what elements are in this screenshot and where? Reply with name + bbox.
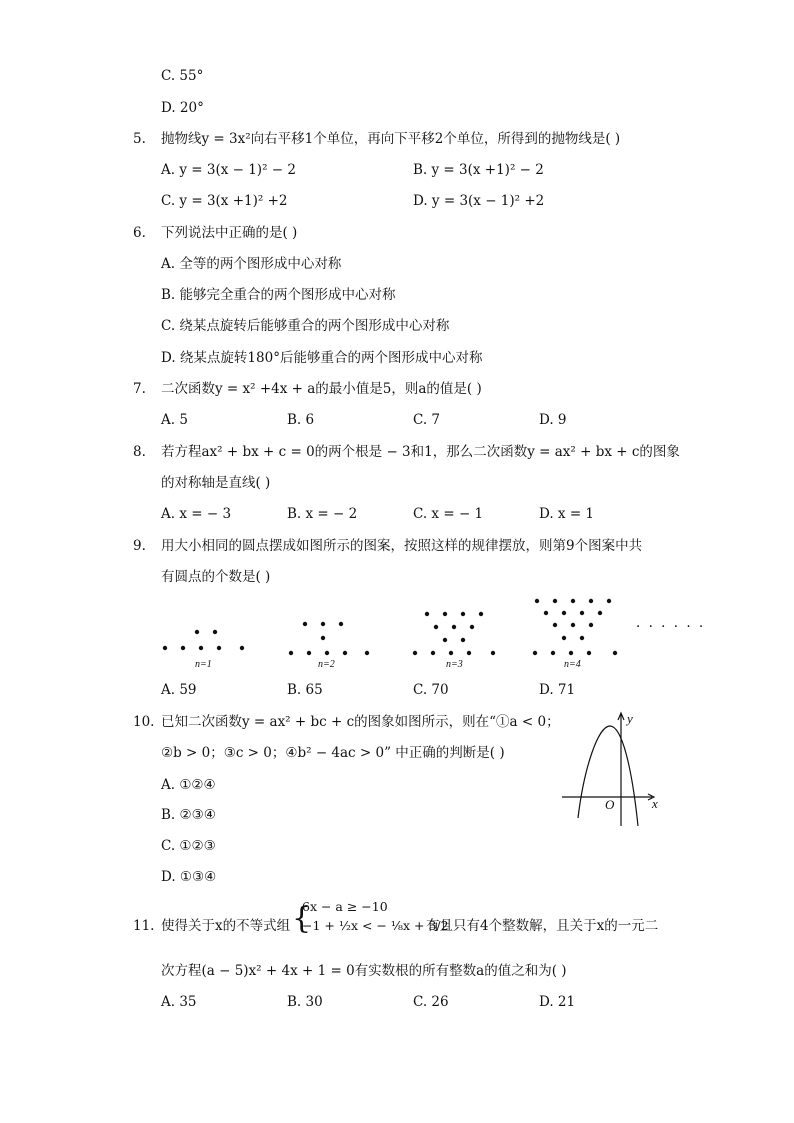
q6-option-a[interactable]: A. 全等的两个图形成中心对称: [161, 256, 342, 272]
q11-number: 11.: [133, 918, 155, 934]
inequality-2: −1 + ½x < − ⅛x + 3/2: [302, 918, 449, 933]
inequality-1: 6x − a ≥ −10: [302, 899, 388, 914]
label-n3: n=3: [446, 659, 463, 670]
q6-option-b[interactable]: B. 能够完全重合的两个图形成中心对称: [161, 287, 396, 303]
q5-option-c[interactable]: C. y = 3(x +1)² +2: [161, 193, 288, 209]
q11-stem-pre: 使得关于x的不等式组: [161, 918, 291, 934]
dot-pattern-figure: [155, 592, 695, 672]
q10-option-b[interactable]: B. ②③④: [161, 807, 216, 823]
q6-number: 6.: [133, 225, 146, 241]
q8-stem-line2: 的对称轴是直线( ): [161, 475, 271, 491]
q7-option-c[interactable]: C. 7: [413, 412, 441, 428]
q6-option-d[interactable]: D. 绕某点旋转180°后能够重合的两个图形成中心对称: [161, 350, 483, 366]
q9-option-b[interactable]: B. 65: [287, 682, 323, 698]
q11-option-d[interactable]: D. 21: [539, 994, 576, 1010]
q10-option-d[interactable]: D. ①③④: [161, 869, 217, 885]
q11-option-a[interactable]: A. 35: [161, 994, 197, 1010]
q7-option-a[interactable]: A. 5: [161, 412, 188, 428]
pattern-ellipsis: · · · · · ·: [636, 619, 706, 635]
q8-option-c[interactable]: C. x = − 1: [413, 506, 484, 522]
q9-stem-line2: 有圆点的个数是( ): [161, 569, 271, 585]
q10-option-c[interactable]: C. ①②③: [161, 838, 216, 854]
q4-option-d[interactable]: D. 20°: [161, 100, 204, 116]
q7-number: 7.: [133, 381, 146, 397]
label-n2: n=2: [318, 659, 335, 670]
q10-option-a[interactable]: A. ①②④: [161, 777, 216, 793]
label-n1: n=1: [195, 659, 212, 670]
q11-stem-post: 有且只有4个整数解，且关于x的一元二: [426, 918, 659, 934]
q8-stem-line1: 若方程ax² + bx + c = 0的两个根是 − 3和1，那么二次函数y = ax² + bx + c的图象: [161, 444, 680, 460]
q5-option-a[interactable]: A. y = 3(x − 1)² − 2: [161, 162, 296, 178]
q11-stem-line2: 次方程(a − 5)x² + 4x + 1 = 0有实数根的所有整数a的值之和为( ): [161, 963, 567, 979]
parabola-graph: [560, 708, 670, 833]
q5-option-d[interactable]: D. y = 3(x − 1)² +2: [413, 193, 545, 209]
q5-number: 5.: [133, 131, 146, 147]
q8-number: 8.: [133, 444, 146, 460]
y-axis-label: y: [627, 711, 633, 726]
q10-stem-line2: ②b > 0；③c > 0；④b² − 4ac > 0” 中正确的判断是( ): [161, 745, 505, 761]
q11-option-b[interactable]: B. 30: [287, 994, 323, 1010]
q5-option-b[interactable]: B. y = 3(x +1)² − 2: [413, 162, 544, 178]
q9-option-c[interactable]: C. 70: [413, 682, 449, 698]
q8-option-b[interactable]: B. x = − 2: [287, 506, 358, 522]
q10-stem-line1: 已知二次函数y = ax² + bc + c的图象如图所示，则在“①a < 0；: [161, 714, 560, 730]
q8-option-d[interactable]: D. x = 1: [539, 506, 595, 522]
q9-number: 9.: [133, 538, 146, 554]
q6-stem: 下列说法中正确的是( ): [161, 225, 298, 241]
q9-option-d[interactable]: D. 71: [539, 682, 576, 698]
q9-option-a[interactable]: A. 59: [161, 682, 197, 698]
q7-option-b[interactable]: B. 6: [287, 412, 315, 428]
origin-label: O: [605, 797, 615, 812]
q11-option-c[interactable]: C. 26: [413, 994, 449, 1010]
label-n4: n=4: [564, 659, 581, 670]
q9-stem-line1: 用大小相同的圆点摆成如图所示的图案，按照这样的规律摆放，则第9个图案中共: [161, 538, 643, 554]
q7-option-d[interactable]: D. 9: [539, 412, 567, 428]
x-axis-label: x: [652, 796, 658, 811]
q6-option-c[interactable]: C. 绕某点旋转后能够重合的两个图形成中心对称: [161, 318, 450, 334]
q5-stem: 抛物线y = 3x²向右平移1个单位，再向下平移2个单位，所得到的抛物线是( ): [161, 131, 621, 147]
q8-option-a[interactable]: A. x = − 3: [161, 506, 232, 522]
q10-number: 10.: [133, 714, 155, 730]
q7-stem: 二次函数y = x² +4x + a的最小值是5，则a的值是( ): [161, 381, 482, 397]
q4-option-c[interactable]: C. 55°: [161, 68, 204, 84]
system-brace: {: [292, 901, 312, 936]
